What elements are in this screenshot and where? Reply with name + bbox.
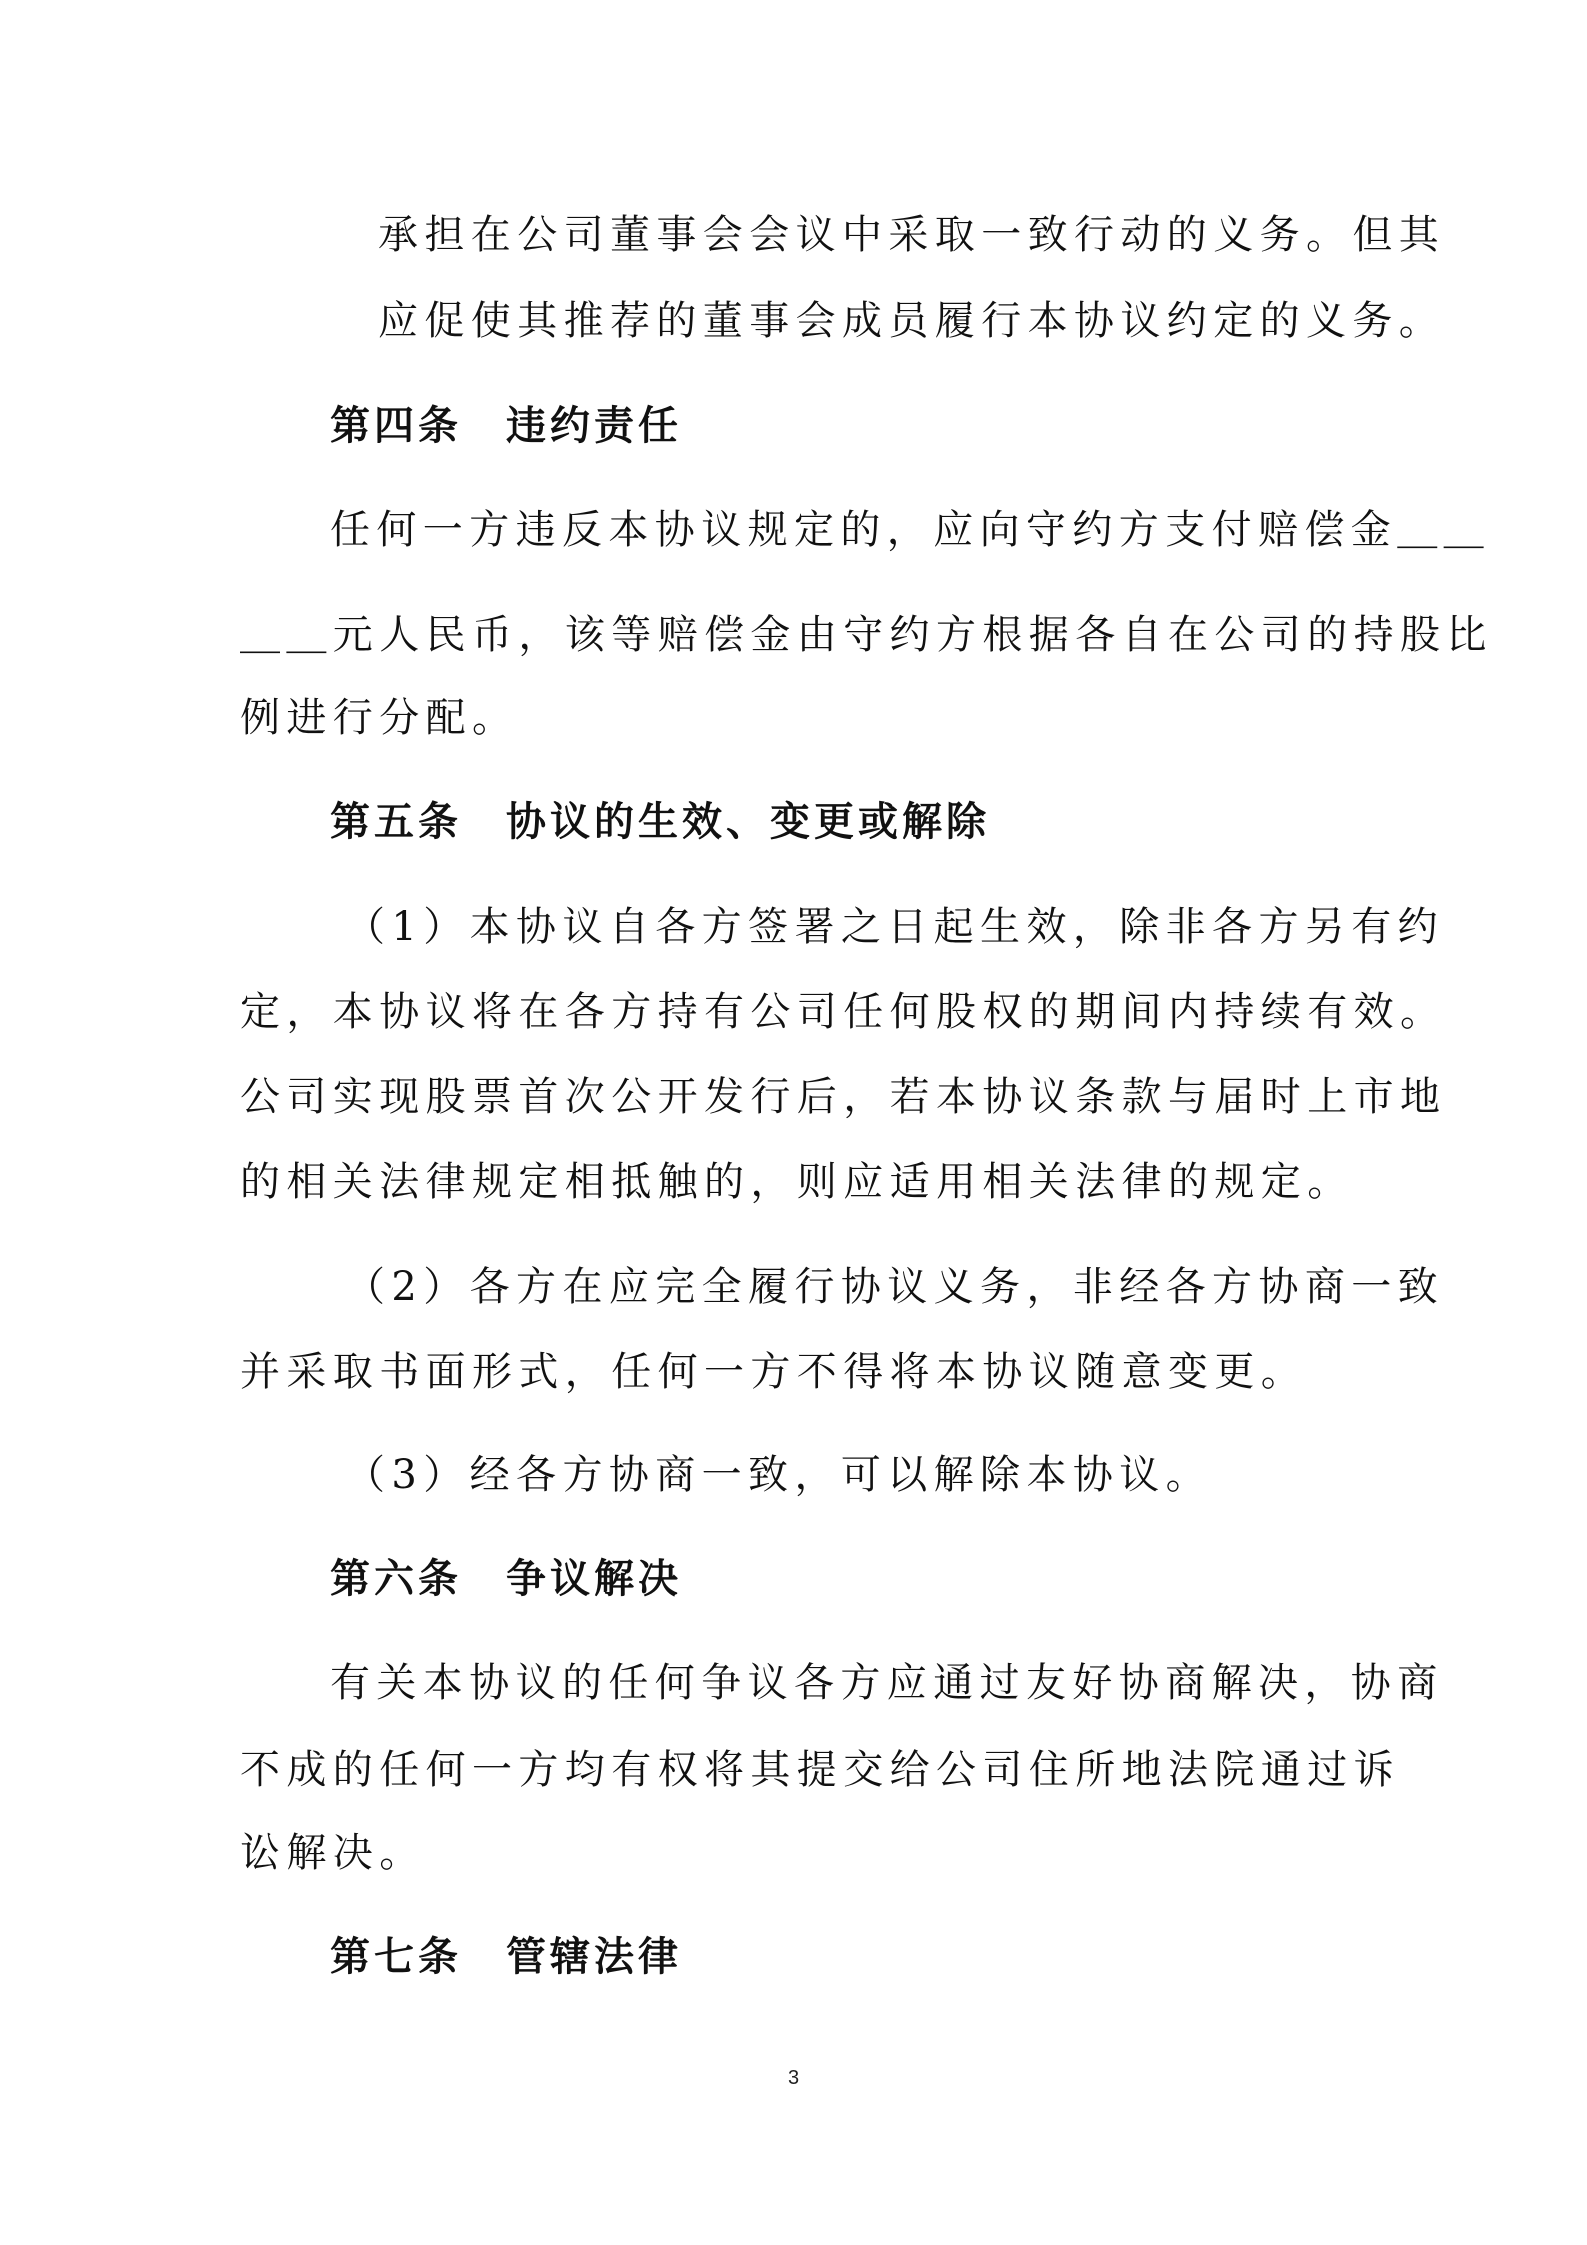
article-6-line-1: 有关本协议的任何争议各方应通过友好协商解决，协商 [330,1660,1444,1706]
article-7-heading: 第七条 管辖法律 [330,1933,682,1980]
page-number: 3 [787,2067,800,2089]
article-5-item-3-line-1: （3）经各方协商一致，可以解除本协议。 [345,1452,1213,1498]
article-5-item-2-line-2: 并采取书面形式，任何一方不得将本协议随意变更。 [240,1349,1308,1395]
article-5-item-1-line-4: 的相关法律规定相抵触的，则应适用相关法律的规定。 [240,1159,1354,1205]
article-5-heading: 第五条 协议的生效、变更或解除 [330,798,990,845]
article-6-heading: 第六条 争议解决 [330,1555,682,1602]
article-4-line-3: 例进行分配。 [240,695,519,741]
article-6-line-3: 讼解决。 [240,1830,426,1876]
article-5-item-1-line-3: 公司实现股票首次公开发行后，若本协议条款与届时上市地 [240,1074,1447,1120]
article-5-item-1-line-2: 定，本协议将在各方持有公司任何股权的期间内持续有效。 [240,989,1447,1035]
article-6-line-2: 不成的任何一方均有权将其提交给公司住所地法院通过诉 [240,1747,1400,1793]
article-5-item-1-line-1: （1）本协议自各方签署之日起生效，除非各方另有约 [345,904,1445,950]
article-4-line-1: 任何一方违反本协议规定的，应向守约方支付赔偿金＿＿ [330,507,1490,553]
article-5-item-2-line-1: （2）各方在应完全履行协议义务，非经各方协商一致 [345,1264,1445,1310]
article-4-line-2: ＿＿元人民币，该等赔偿金由守约方根据各自在公司的持股比 [240,612,1493,658]
continuation-line-1: 承担在公司董事会会议中采取一致行动的义务。但其 [378,212,1446,258]
article-4-heading: 第四条 违约责任 [330,402,682,449]
continuation-line-2: 应促使其推荐的董事会成员履行本协议约定的义务。 [378,298,1446,344]
